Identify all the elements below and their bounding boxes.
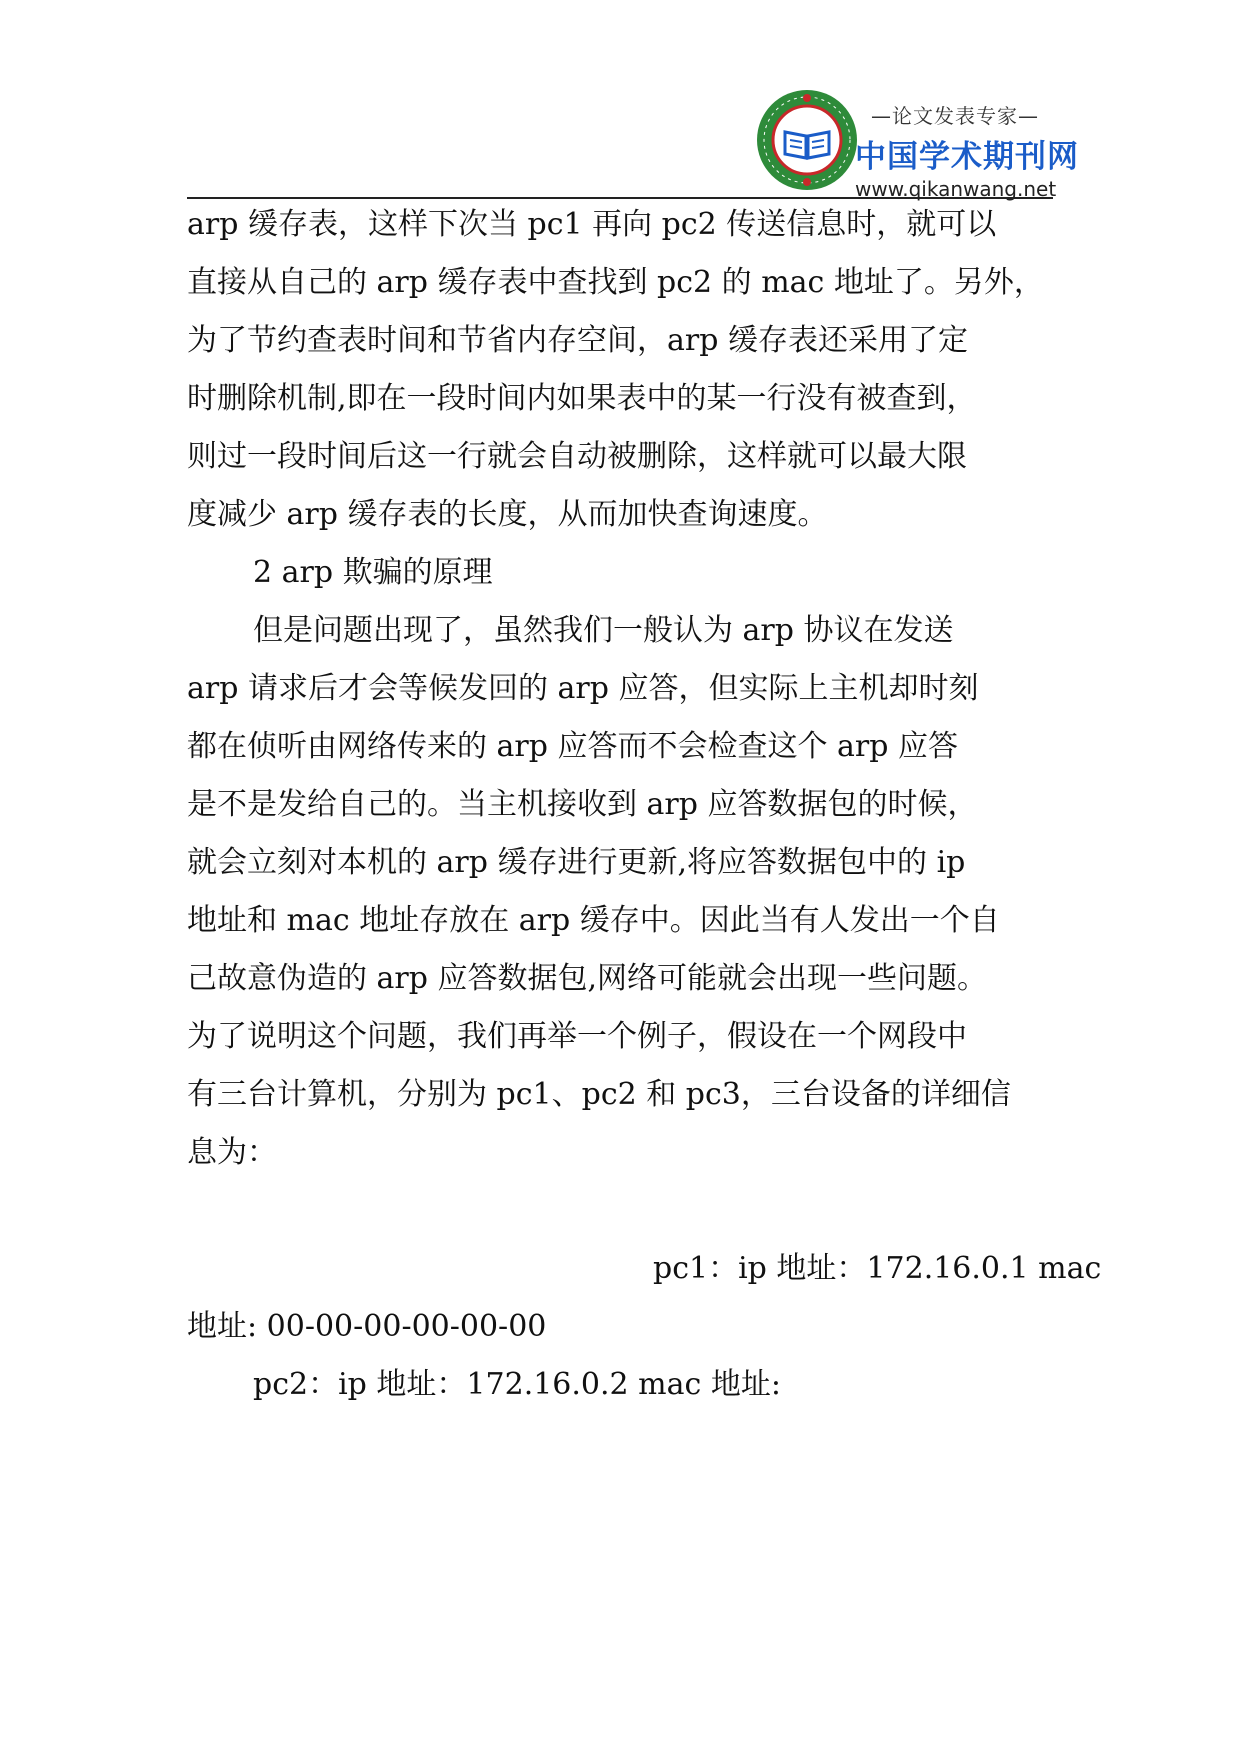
device-info-line: 地址: 00-00-00-00-00-00 [187, 1309, 547, 1344]
section-heading: 2 arp 欺骗的原理 [253, 555, 493, 590]
body-line: 但是问题出现了，虽然我们一般认为 arp 协议在发送 [253, 613, 954, 648]
logo-slogan: —论文发表专家— [871, 104, 1039, 128]
body-line: 时删除机制,即在一段时间内如果表中的某一行没有被查到， [187, 381, 977, 416]
logo-text-block [855, 100, 1079, 201]
device-info-line: pc1：ip 地址：172.16.0.1 mac [653, 1251, 1102, 1286]
device-info-line: pc2：ip 地址：172.16.0.2 mac 地址: [253, 1367, 781, 1402]
body-line: 为了说明这个问题，我们再举一个例子，假设在一个网段中 [187, 1019, 967, 1054]
body-line: 则过一段时间后这一行就会自动被删除，这样就可以最大限 [187, 439, 967, 474]
body-line: 息为： [187, 1135, 277, 1170]
body-line: arp 缓存表，这样下次当 pc1 再向 pc2 传送信息时，就可以 [187, 207, 997, 242]
body-line: 己故意伪造的 arp 应答数据包,网络可能就会出现一些问题。 [187, 961, 988, 996]
logo-url: www.qikanwang.net [855, 177, 1057, 201]
publisher-logo [755, 88, 1079, 201]
body-line: 有三台计算机，分别为 pc1、pc2 和 pc3，三台设备的详细信 [187, 1077, 1011, 1112]
page-header [0, 0, 1241, 200]
logo-brand-name: 中国学术期刊网 [855, 139, 1079, 175]
journal-seal-logo [755, 88, 859, 192]
body-line: 就会立刻对本机的 arp 缓存进行更新,将应答数据包中的 ip [187, 845, 966, 880]
body-line: 度减少 arp 缓存表的长度，从而加快查询速度。 [187, 497, 828, 532]
body-line: arp 请求后才会等候发回的 arp 应答，但实际上主机却时刻 [187, 671, 979, 706]
body-line: 地址和 mac 地址存放在 arp 缓存中。因此当有人发出一个自 [187, 903, 1000, 938]
body-line: 直接从自己的 arp 缓存表中查找到 pc2 的 mac 地址了。另外， [187, 265, 1044, 300]
body-line: 是不是发给自己的。当主机接收到 arp 应答数据包的时候， [187, 787, 978, 822]
body-line: 为了节约查表时间和节省内存空间，arp 缓存表还采用了定 [187, 323, 968, 358]
body-line: 都在侦听由网络传来的 arp 应答而不会检查这个 arp 应答 [187, 729, 959, 764]
header-divider [187, 197, 1053, 199]
